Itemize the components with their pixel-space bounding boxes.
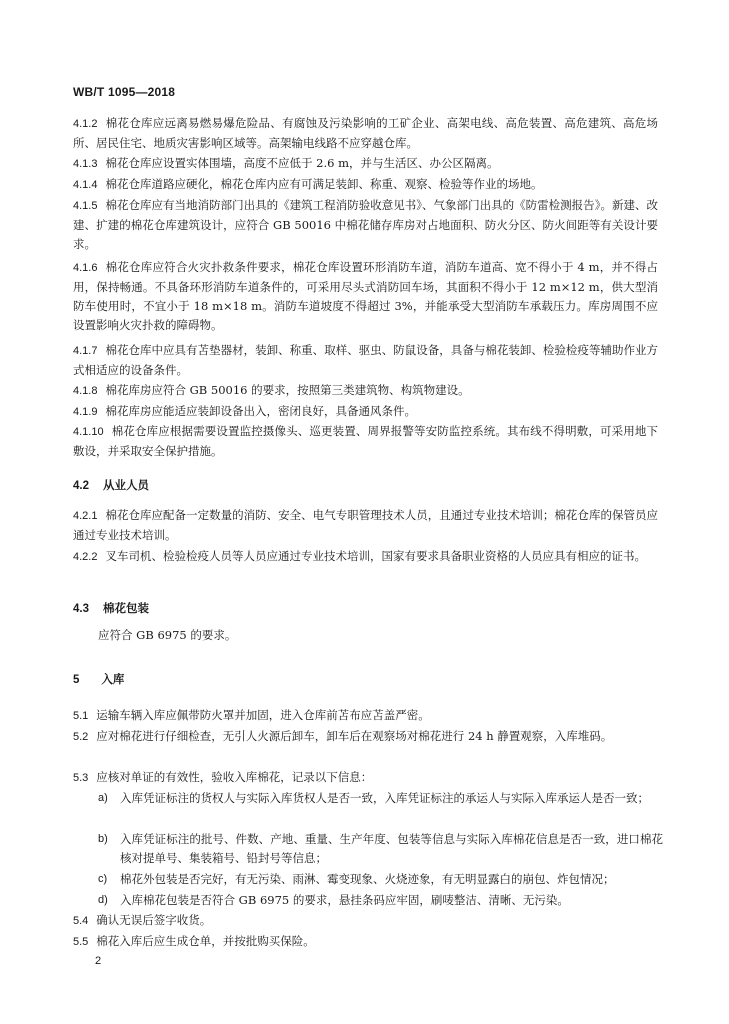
clause-4-1-3 <box>73 154 658 174</box>
clause-5-2 <box>73 727 658 747</box>
clause-number: 5.2 <box>73 731 89 743</box>
clause-text: 棉花仓库应配备一定数量的消防、安全、电气专职管理技术人员，且通过专业技术培训；棉花仓库的保管员应通过专业技术培训。 <box>73 508 658 542</box>
list-item-d <box>98 891 663 910</box>
clause-number: 4.2.2 <box>73 551 98 563</box>
section-title: 棉花包装 <box>103 601 149 615</box>
clause-text: 棉花仓库应设置实体围墙，高度不应低于 2.6 m，并与生活区、办公区隔离。 <box>105 156 499 170</box>
clause-number: 4.1.4 <box>73 179 98 191</box>
section-number: 4.2 <box>73 480 89 492</box>
section-4-3-text: 应符合 GB 6975 的要求。 <box>98 628 237 642</box>
clause-4-1-2 <box>73 114 658 153</box>
section-title: 入库 <box>101 672 125 686</box>
clause-text: 应对棉花进行仔细检查，无引人火源后卸车，卸车后在观察场对棉花进行 24 h 静置观察，入库堆码。 <box>96 729 613 743</box>
section-heading-5 <box>73 671 124 687</box>
section-heading-4-3 <box>73 600 149 616</box>
clause-text: 确认无误后签字收货。 <box>96 913 212 927</box>
list-item-c <box>98 870 663 889</box>
clause-text: 棉花入库后应生成仓单，并按批购买保险。 <box>96 934 315 948</box>
clause-number: 4.2.1 <box>73 510 98 522</box>
clause-number: 4.1.6 <box>73 262 98 274</box>
list-text: 入库凭证标注的货权人与实际入库货权人是否一致，入库凭证标注的承运人与实际入库承运人是否一致； <box>120 791 649 805</box>
clause-number: 5.3 <box>73 772 89 784</box>
clause-text: 棉花仓库应有当地消防部门出具的《建筑工程消防验收意见书》、气象部门出具的《防雷检测报告》。新建、改建、扩建的棉花仓库建筑设计，应符合 GB 50016 中棉花储存库房对占地面积、防火分区、防火间距等有关设计要求。 <box>73 198 658 251</box>
list-text: 棉花外包装是否完好，有无污染、雨淋、霉变现象、火烧迹象，有无明显露白的崩包、炸包情况； <box>120 872 615 886</box>
list-label: b) <box>98 833 108 845</box>
clause-5-3 <box>73 768 658 788</box>
clause-number: 4.1.8 <box>73 385 98 397</box>
clause-number: 4.1.9 <box>73 406 98 418</box>
section-heading-4-2 <box>73 477 149 493</box>
list-label: d) <box>98 894 108 906</box>
clause-5-4 <box>73 911 658 931</box>
clause-number: 4.1.10 <box>73 426 104 438</box>
clause-4-2-1 <box>73 506 658 545</box>
clause-5-1 <box>73 706 658 726</box>
clause-text: 棉花库房应符合 GB 50016 的要求，按照第三类建筑物、构筑物建设。 <box>105 383 470 397</box>
clause-number: 4.1.2 <box>73 118 98 130</box>
list-label: c) <box>98 873 108 885</box>
list-label: a) <box>98 792 108 804</box>
page-number: 2 <box>95 955 102 967</box>
clause-text: 棉花库房应能适应装卸设备出入，密闭良好，具备通风条件。 <box>105 404 416 418</box>
clause-number: 5.5 <box>73 936 89 948</box>
section-title: 从业人员 <box>103 478 149 492</box>
clause-text: 运输车辆入库应佩带防火罩并加固，进入仓库前苫布应苫盖严密。 <box>96 708 430 722</box>
clause-number: 4.1.5 <box>73 200 98 212</box>
section-number: 5 <box>73 674 80 686</box>
list-text: 入库凭证标注的批号、件数、产地、重量、生产年度、包装等信息与实际入库棉花信息是否一致，进口棉花核对提单号、集装箱号、铅封号等信息； <box>120 832 663 865</box>
list-item-a <box>98 789 663 808</box>
clause-text: 应核对单证的有效性，验收入库棉花，记录以下信息： <box>96 770 373 784</box>
clause-4-1-9 <box>73 402 658 422</box>
clause-4-1-4 <box>73 175 658 195</box>
section-number: 4.3 <box>73 603 89 615</box>
list-item-b <box>98 830 663 868</box>
clause-4-1-6 <box>73 258 658 335</box>
clause-5-5 <box>73 932 658 952</box>
standard-header: WB/T 1095—2018 <box>73 85 176 99</box>
clause-number: 4.1.3 <box>73 158 98 170</box>
clause-text: 棉花仓库应符合火灾扑救条件要求，棉花仓库设置环形消防车道，消防车道高、宽不得小于 4 m，并不得占用，保持畅通。不具备环形消防车道条件的，可采用尽头式消防回车场，其面积不得小于 12 m×12 m，供大型消防车使用时，不宜小于 18 m×18 m。消防车道坡度不得超过 3%，并能承受大型消防车承载压力。库房周围不应设置影响火灾扑救的障碍物。 <box>73 260 658 332</box>
clause-number: 5.1 <box>73 710 89 722</box>
clause-text: 棉花仓库应远离易燃易爆危险品、有腐蚀及污染影响的工矿企业、高架电线、高危装置、高危建筑、高危场所、居民住宅、地质灾害影响区域等。高架输电线路不应穿越仓库。 <box>73 116 658 150</box>
clause-4-1-8 <box>73 381 658 401</box>
clause-4-2-2 <box>73 547 658 567</box>
clause-4-1-10 <box>73 422 658 461</box>
clause-4-1-7 <box>73 341 658 380</box>
clause-number: 4.1.7 <box>73 345 98 357</box>
clause-text: 棉花仓库中应具有苫垫器材，装卸、称重、取样、驱虫、防鼠设备，具备与棉花装卸、检验检疫等辅助作业方式相适应的设备条件。 <box>73 343 658 377</box>
list-text: 入库棉花包装是否符合 GB 6975 的要求，悬挂条码应牢固，刷唛整洁、清晰、无污染。 <box>120 893 569 907</box>
clause-text: 棉花仓库应根据需要设置监控摄像头、巡更装置、周界报警等安防监控系统。其布线不得明敷，可采用地下敷设，并采取安全保护措施。 <box>73 424 658 458</box>
clause-4-1-5 <box>73 196 658 254</box>
clause-number: 5.4 <box>73 915 89 927</box>
clause-text: 棉花仓库道路应硬化，棉花仓库内应有可满足装卸、称重、观察、检验等作业的场地。 <box>105 177 543 191</box>
clause-text: 叉车司机、检验检疫人员等人员应通过专业技术培训，国家有要求具备职业资格的人员应具有相应的证书。 <box>105 549 646 563</box>
